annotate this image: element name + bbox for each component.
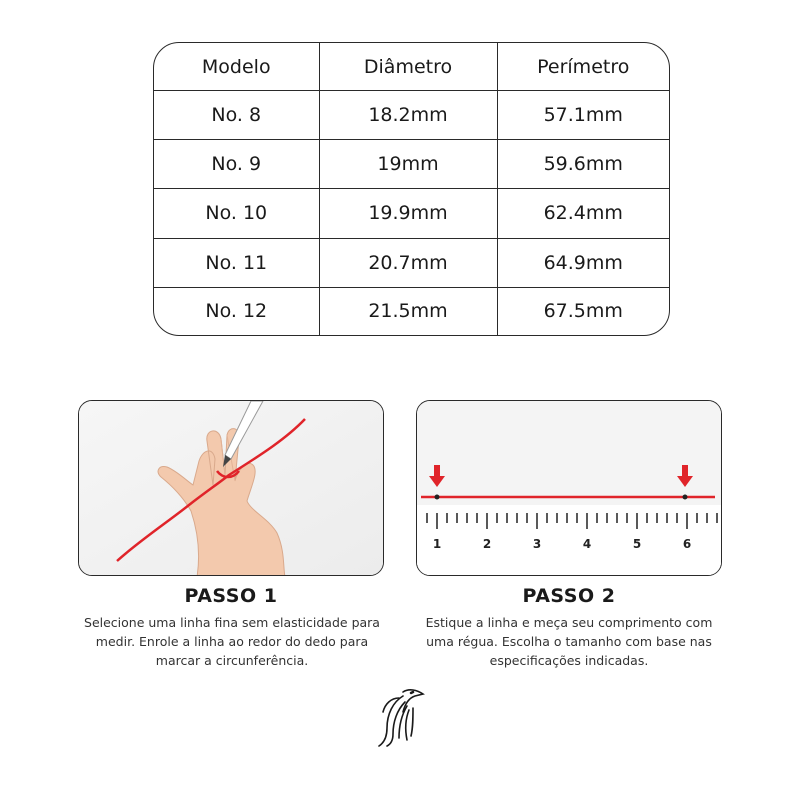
ruler-label: 1: [432, 537, 442, 551]
cell-diameter: 20.7mm: [319, 238, 497, 287]
table-header-row: [154, 43, 669, 91]
cell-model: No. 9: [154, 140, 319, 189]
column-header-model: Modelo: [201, 55, 271, 78]
raven-logo-icon: [373, 684, 429, 748]
cell-perimeter: 67.5mm: [497, 287, 669, 335]
mark-start: [435, 495, 440, 500]
cell-perimeter: 57.1mm: [497, 91, 669, 140]
step1-illustration: [78, 400, 384, 576]
ring-size-table: [153, 42, 670, 336]
cell-diameter: 19.9mm: [319, 189, 497, 238]
cell-perimeter: 62.4mm: [497, 189, 669, 238]
cell-diameter: 18.2mm: [319, 91, 497, 140]
cell-model: No. 11: [154, 238, 319, 287]
ruler-illustration: [417, 401, 722, 576]
step1-description: Selecione uma linha fina sem elasticidade para medir. Enrole a linha ao redor do dedo para marcar a circunferência.: [84, 615, 380, 668]
table-row: [154, 238, 669, 287]
cell-model: No. 10: [154, 189, 319, 238]
cell-diameter: 19mm: [319, 140, 497, 189]
step2-illustration: [416, 400, 722, 576]
ruler-label: 3: [532, 537, 542, 551]
table-row: [154, 189, 669, 238]
mark-end: [683, 495, 688, 500]
cell-diameter: 21.5mm: [319, 287, 497, 335]
step2-title: PASSO 2: [522, 585, 616, 607]
step2-description: Estique a linha e meça seu comprimento com uma régua. Escolha o tamanho com base nas especificações indicadas.: [425, 615, 713, 668]
column-header-perimeter: Perímetro: [497, 43, 669, 91]
table-row: [154, 91, 669, 140]
cell-model: No. 12: [154, 287, 319, 335]
cell-model: No. 8: [154, 91, 319, 140]
column-header-diameter: Diâmetro: [319, 43, 497, 91]
table-row: [154, 287, 669, 335]
hand-illustration: [79, 401, 384, 576]
ruler-label: 6: [682, 537, 692, 551]
table-row: [154, 140, 669, 189]
ruler-label: 4: [582, 537, 592, 551]
step1-title: PASSO 1: [184, 585, 278, 607]
ruler-label: 2: [482, 537, 492, 551]
ruler-label: 5: [632, 537, 642, 551]
cell-perimeter: 59.6mm: [497, 140, 669, 189]
cell-perimeter: 64.9mm: [497, 238, 669, 287]
